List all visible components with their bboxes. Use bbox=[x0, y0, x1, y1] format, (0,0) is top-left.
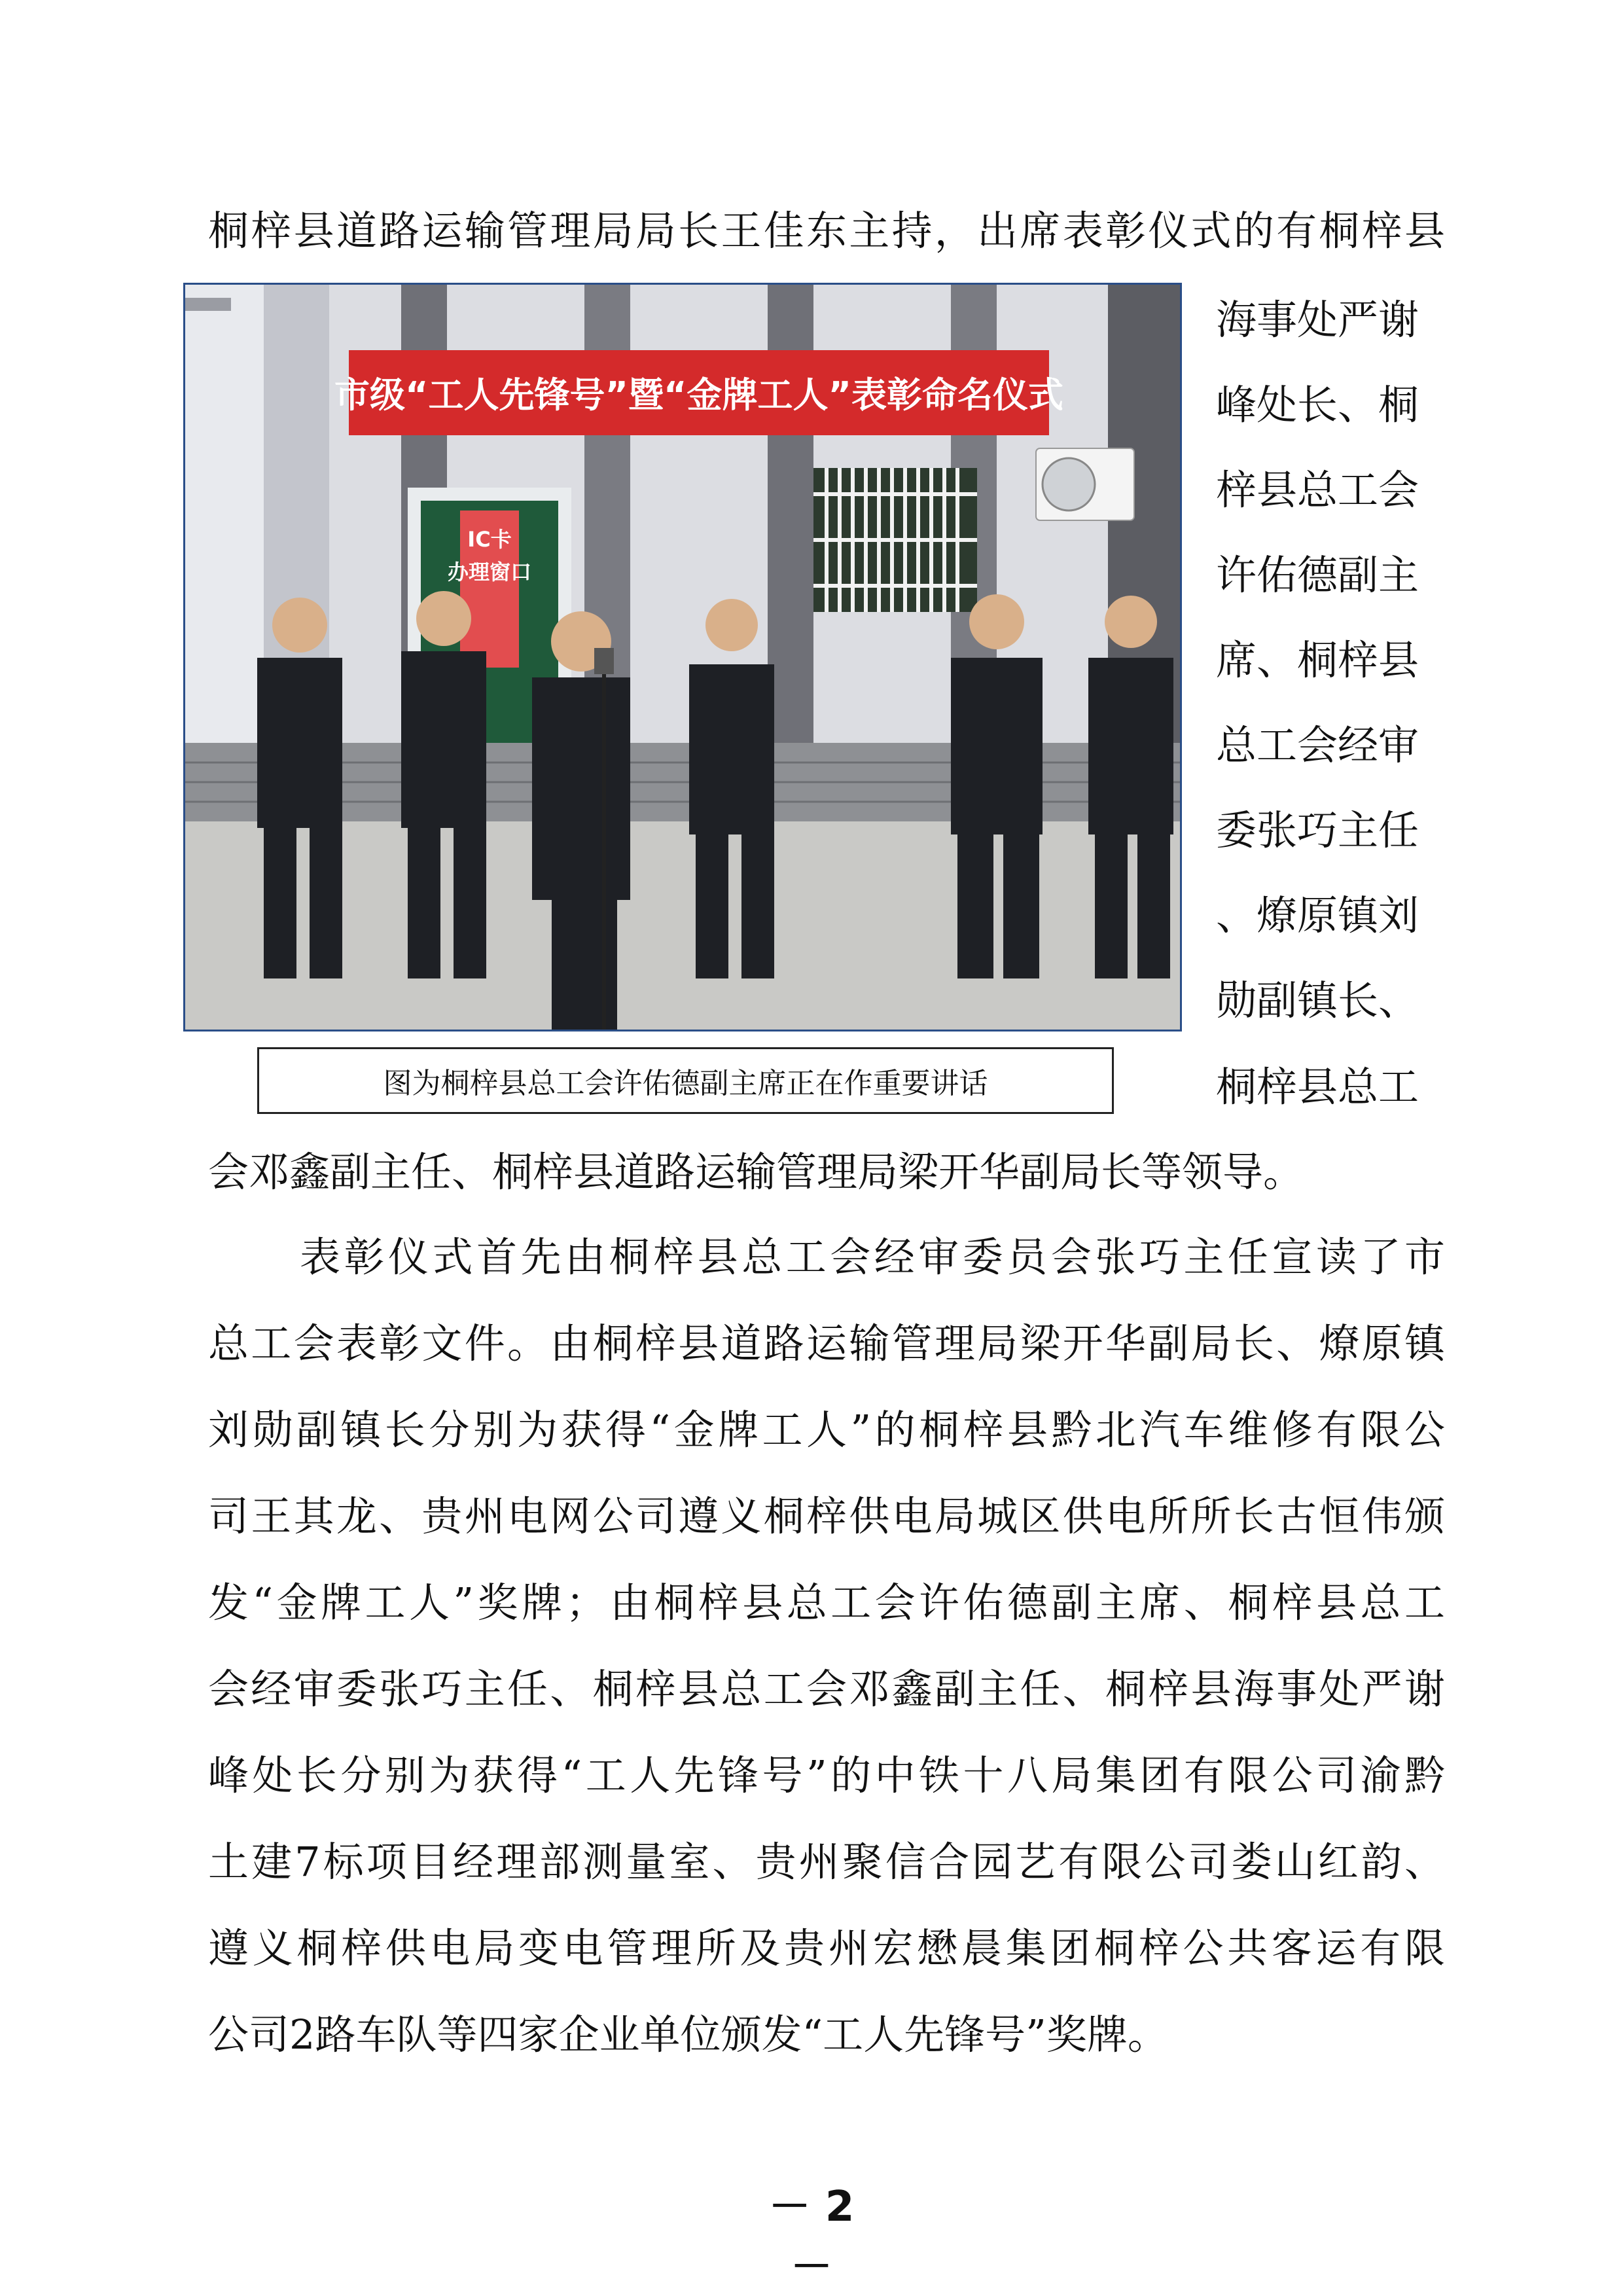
window-sign-ic-card: IC卡 bbox=[467, 527, 512, 552]
banner-text: 市级“工人先锋号”暨“金牌工人”表彰命名仪式 bbox=[334, 374, 1063, 416]
paragraph-2-line-6: 会经审委张巧主任、桐梓县总工会邓鑫副主任、桐梓县海事处严谢 bbox=[208, 1665, 1445, 1713]
page-number: － 2 － bbox=[768, 2183, 855, 2291]
paragraph-2-line-1: 表彰仪式首先由桐梓县总工会经审委员会张巧主任宣读了市 bbox=[300, 1233, 1445, 1281]
paragraph-1-side-line-2: 峰处长、桐 bbox=[1216, 381, 1419, 429]
paragraph-1-line-last: 会邓鑫副主任、桐梓县道路运输管理局梁开华副局长等领导。 bbox=[208, 1148, 1304, 1196]
paragraph-2-line-7: 峰处长分别为获得“工人先锋号”的中铁十八局集团有限公司渝黔 bbox=[208, 1751, 1445, 1799]
paragraph-2-line-3: 刘勋副镇长分别为获得“金牌工人”的桐梓县黔北汽车维修有限公 bbox=[208, 1406, 1445, 1454]
paragraph-1-side-line-5: 席、桐梓县 bbox=[1216, 636, 1419, 684]
window-sign-office: 办理窗口 bbox=[447, 560, 532, 584]
paragraph-1-side-line-1: 海事处严谢 bbox=[1216, 296, 1419, 344]
paragraph-1-side-line-3: 梓县总工会 bbox=[1216, 466, 1419, 514]
paragraph-1-line-1: 桐梓县道路运输管理局局长王佳东主持，出席表彰仪式的有桐梓县 bbox=[208, 207, 1445, 255]
paragraph-2-line-9: 遵义桐梓供电局变电管理所及贵州宏懋晨集团桐梓公共客运有限 bbox=[208, 1924, 1445, 1972]
paragraph-1-side-line-9: 勋副镇长、 bbox=[1216, 977, 1419, 1024]
paragraph-2-line-2: 总工会表彰文件。由桐梓县道路运输管理局梁开华副局长、燎原镇 bbox=[208, 1319, 1445, 1367]
paragraph-1-side-line-6: 总工会经审 bbox=[1216, 721, 1419, 769]
paragraph-2-line-10: 公司2路车队等四家企业单位颁发“工人先锋号”奖牌。 bbox=[208, 2011, 1168, 2058]
paragraph-1-side-line-8: 、燎原镇刘 bbox=[1216, 891, 1419, 939]
paragraph-2-line-5: 发“金牌工人”奖牌；由桐梓县总工会许佑德副主席、桐梓县总工 bbox=[208, 1579, 1445, 1626]
paragraph-1-side-line-4: 许佑德副主 bbox=[1216, 551, 1419, 599]
paragraph-1-side-line-10: 桐梓县总工 bbox=[1216, 1063, 1419, 1111]
paragraph-2-line-8: 土建7标项目经理部测量室、贵州聚信合园艺有限公司娄山红韵、 bbox=[208, 1838, 1445, 1886]
event-photo bbox=[183, 283, 1182, 1031]
paragraph-2-line-4: 司王其龙、贵州电网公司遵义桐梓供电局城区供电所所长古恒伟颁 bbox=[208, 1492, 1445, 1540]
photo-caption: 图为桐梓县总工会许佑德副主席正在作重要讲话 bbox=[257, 1047, 1114, 1114]
paragraph-1-side-line-7: 委张巧主任 bbox=[1216, 806, 1419, 854]
